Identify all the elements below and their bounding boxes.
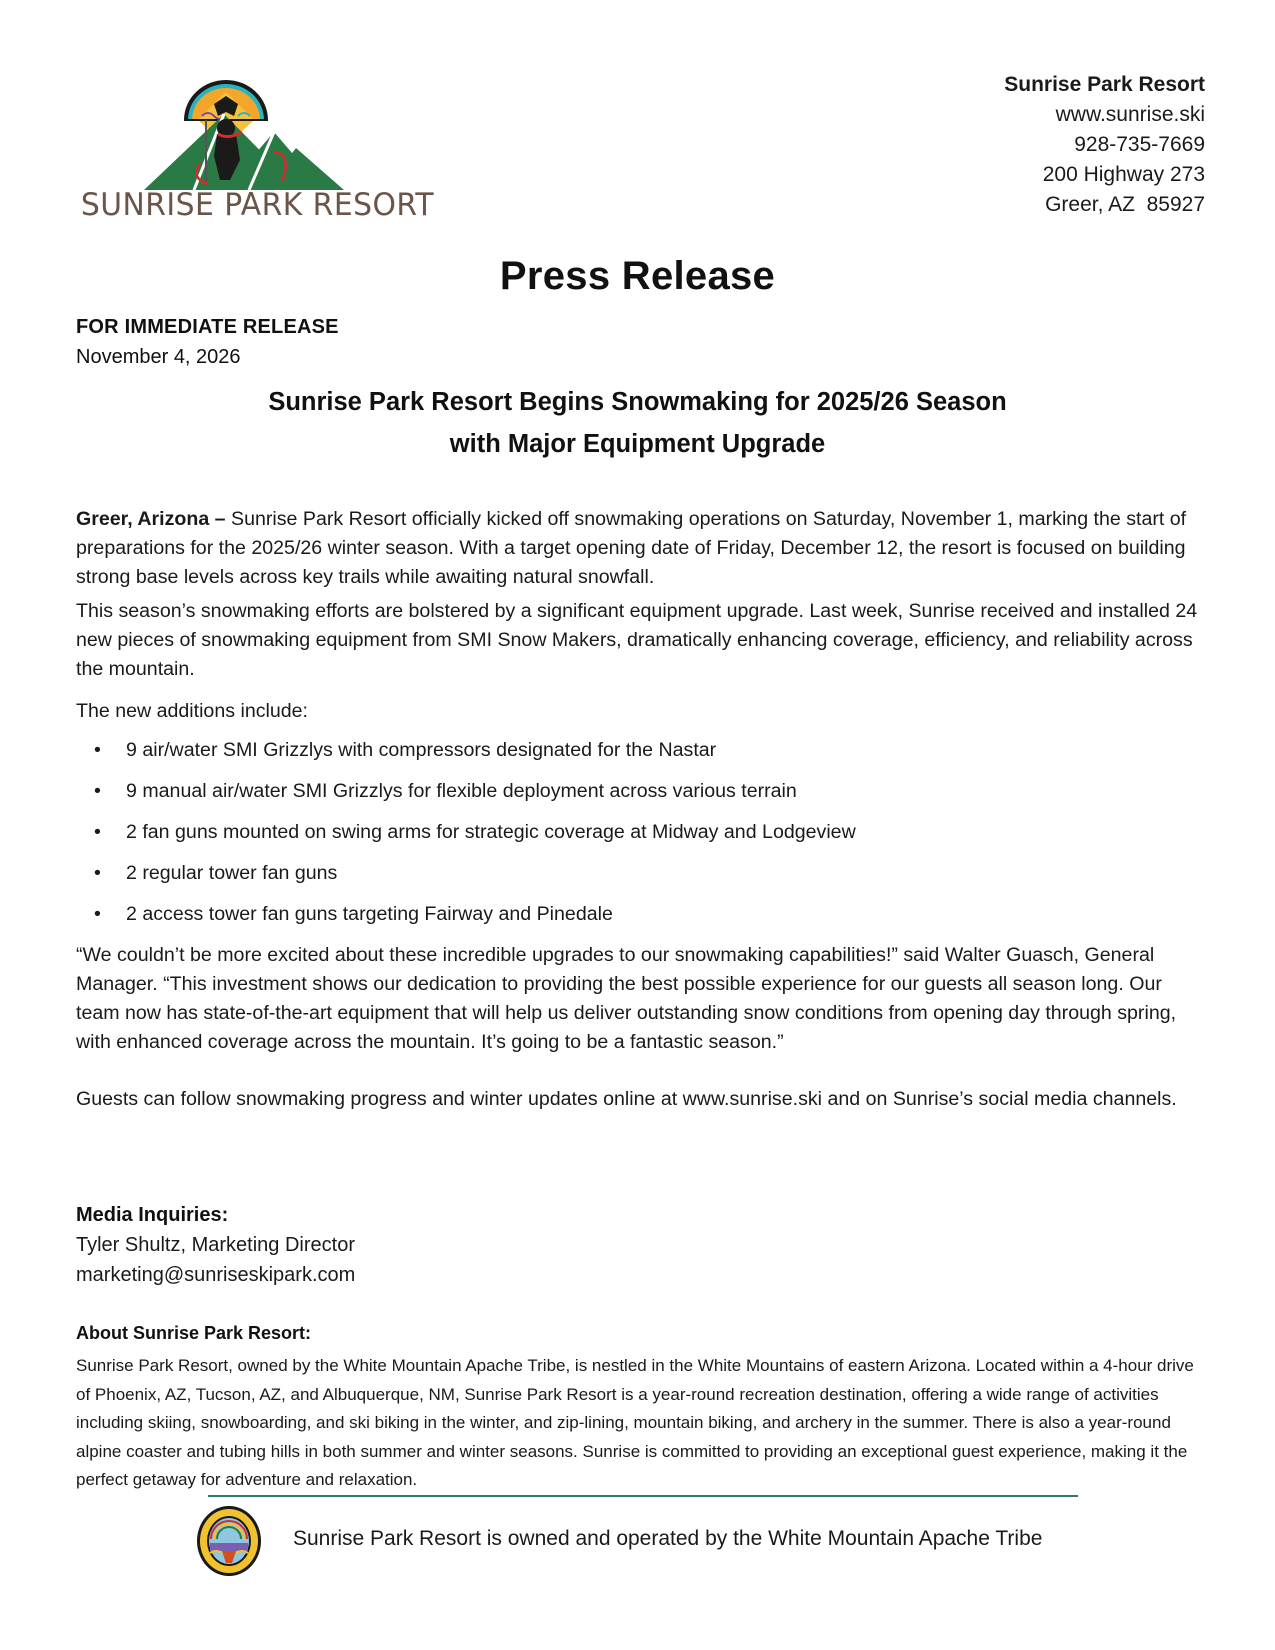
bullet-icon: • [94,903,101,925]
list-item [76,900,1204,941]
paragraph-equipment: This season’s snowmaking efforts are bolstered by a significant equipment upgrade. Last week, Sunrise received and installed 24 new pieces of snowmaking equipment from SMI Snow Makers, dramatically enhancing coverage, efficiency, and reliability across the mountain. [76,600,1198,680]
bullet-icon: • [94,821,101,843]
list-item [76,777,1204,818]
release-label: FOR IMMEDIATE RELEASE [76,316,339,338]
contact-address-line1: 200 Highway 273 [1042,163,1205,186]
media-inquiries-heading: Media Inquiries: [76,1204,229,1226]
dateline: Greer, Arizona – [76,508,226,530]
bullet-icon: • [94,862,101,884]
list-item-text: 2 regular tower fan guns [126,862,338,884]
list-item-text: 2 fan guns mounted on swing arms for strategic coverage at Midway and Lodgeview [126,821,856,843]
list-item [76,736,1204,777]
footer-divider [208,1495,1078,1497]
paragraph-intro [76,505,1204,592]
list-item-text: 9 air/water SMI Grizzlys with compressors designated for the Nastar [126,739,717,761]
list-item [76,818,1204,859]
footer-ownership-text: Sunrise Park Resort is owned and operated by the White Mountain Apache Tribe [293,1527,1043,1550]
paragraph-follow-updates: Guests can follow snowmaking progress and winter updates online at www.sunrise.ski and on Sunrise’s social media channels. [76,1088,1177,1110]
headline-line-2: with Major Equipment Upgrade [449,430,826,458]
document-title: Press Release [499,254,776,298]
contact-block [1004,70,1205,220]
contact-org-name: Sunrise Park Resort [1004,73,1205,96]
paragraph-additions-intro: The new additions include: [76,700,309,722]
headline-line-1: Sunrise Park Resort Begins Snowmaking for 2025/26 Season [268,388,1007,416]
contact-website-link[interactable]: www.sunrise.ski [1055,103,1205,126]
sunrise-park-resort-logo [74,72,454,222]
headline [0,381,1275,465]
about-heading: About Sunrise Park Resort: [76,1323,312,1343]
media-contact-email-link[interactable]: marketing@sunriseskipark.com [76,1264,356,1286]
list-item-text: 9 manual air/water SMI Grizzlys for flexible deployment across various terrain [126,780,797,802]
equipment-list [76,736,1204,941]
paragraph-quote: “We couldn’t be more excited about these incredible upgrades to our snowmaking capabilities!” said Walter Guasch, General Manager. “This investment shows our dedication to providing the best possible experience for our guests all season long. Our team now has state-of-the-art equipment that will help us deliver outstanding snow conditions from opening day through spring, with enhanced coverage across the mountain. It’s going to be a fantastic season.” [76,944,1177,1053]
logo-wordmark: SUNRISE PARK RESORT [80,187,435,223]
media-contact-name: Tyler Shultz, Marketing Director [76,1234,355,1256]
bullet-icon: • [94,780,101,802]
release-date: November 4, 2026 [76,346,241,368]
contact-phone: 928-735-7669 [1074,133,1205,156]
list-item-text: 2 access tower fan guns targeting Fairway and Pinedale [126,903,613,925]
bullet-icon: • [94,739,101,761]
apache-tribe-seal-icon [196,1505,262,1577]
paragraph-intro-text: Sunrise Park Resort officially kicked off snowmaking operations on Saturday, November 1, marking the start of preparations for the 2025/26 winter season. With a target opening date of Friday, December 12, the resort is focused on building strong base levels across key trails while awaiting natural snowfall. [76,508,1187,588]
list-item [76,859,1204,900]
mountain-dancer-emblem-icon [74,72,454,192]
about-text: Sunrise Park Resort, owned by the White Mountain Apache Tribe, is nestled in the White Mountains of eastern Arizona. Located within a 4-hour drive of Phoenix, AZ, Tucson, AZ, and Albuquerque, NM, Sunrise Park Resort is a year-round recreation destination, offering a wide range of activities including skiing, snowboarding, and ski biking in the winter, and zip-lining, mountain biking, and archery in the summer. There is also a year-round alpine coaster and tubing hills in both summer and winter seasons. Sunrise is committed to providing an exceptional guest experience, making it the perfect getaway for adventure and relaxation. [76,1356,1194,1489]
contact-address-line2: Greer, AZ 85927 [1045,193,1205,216]
